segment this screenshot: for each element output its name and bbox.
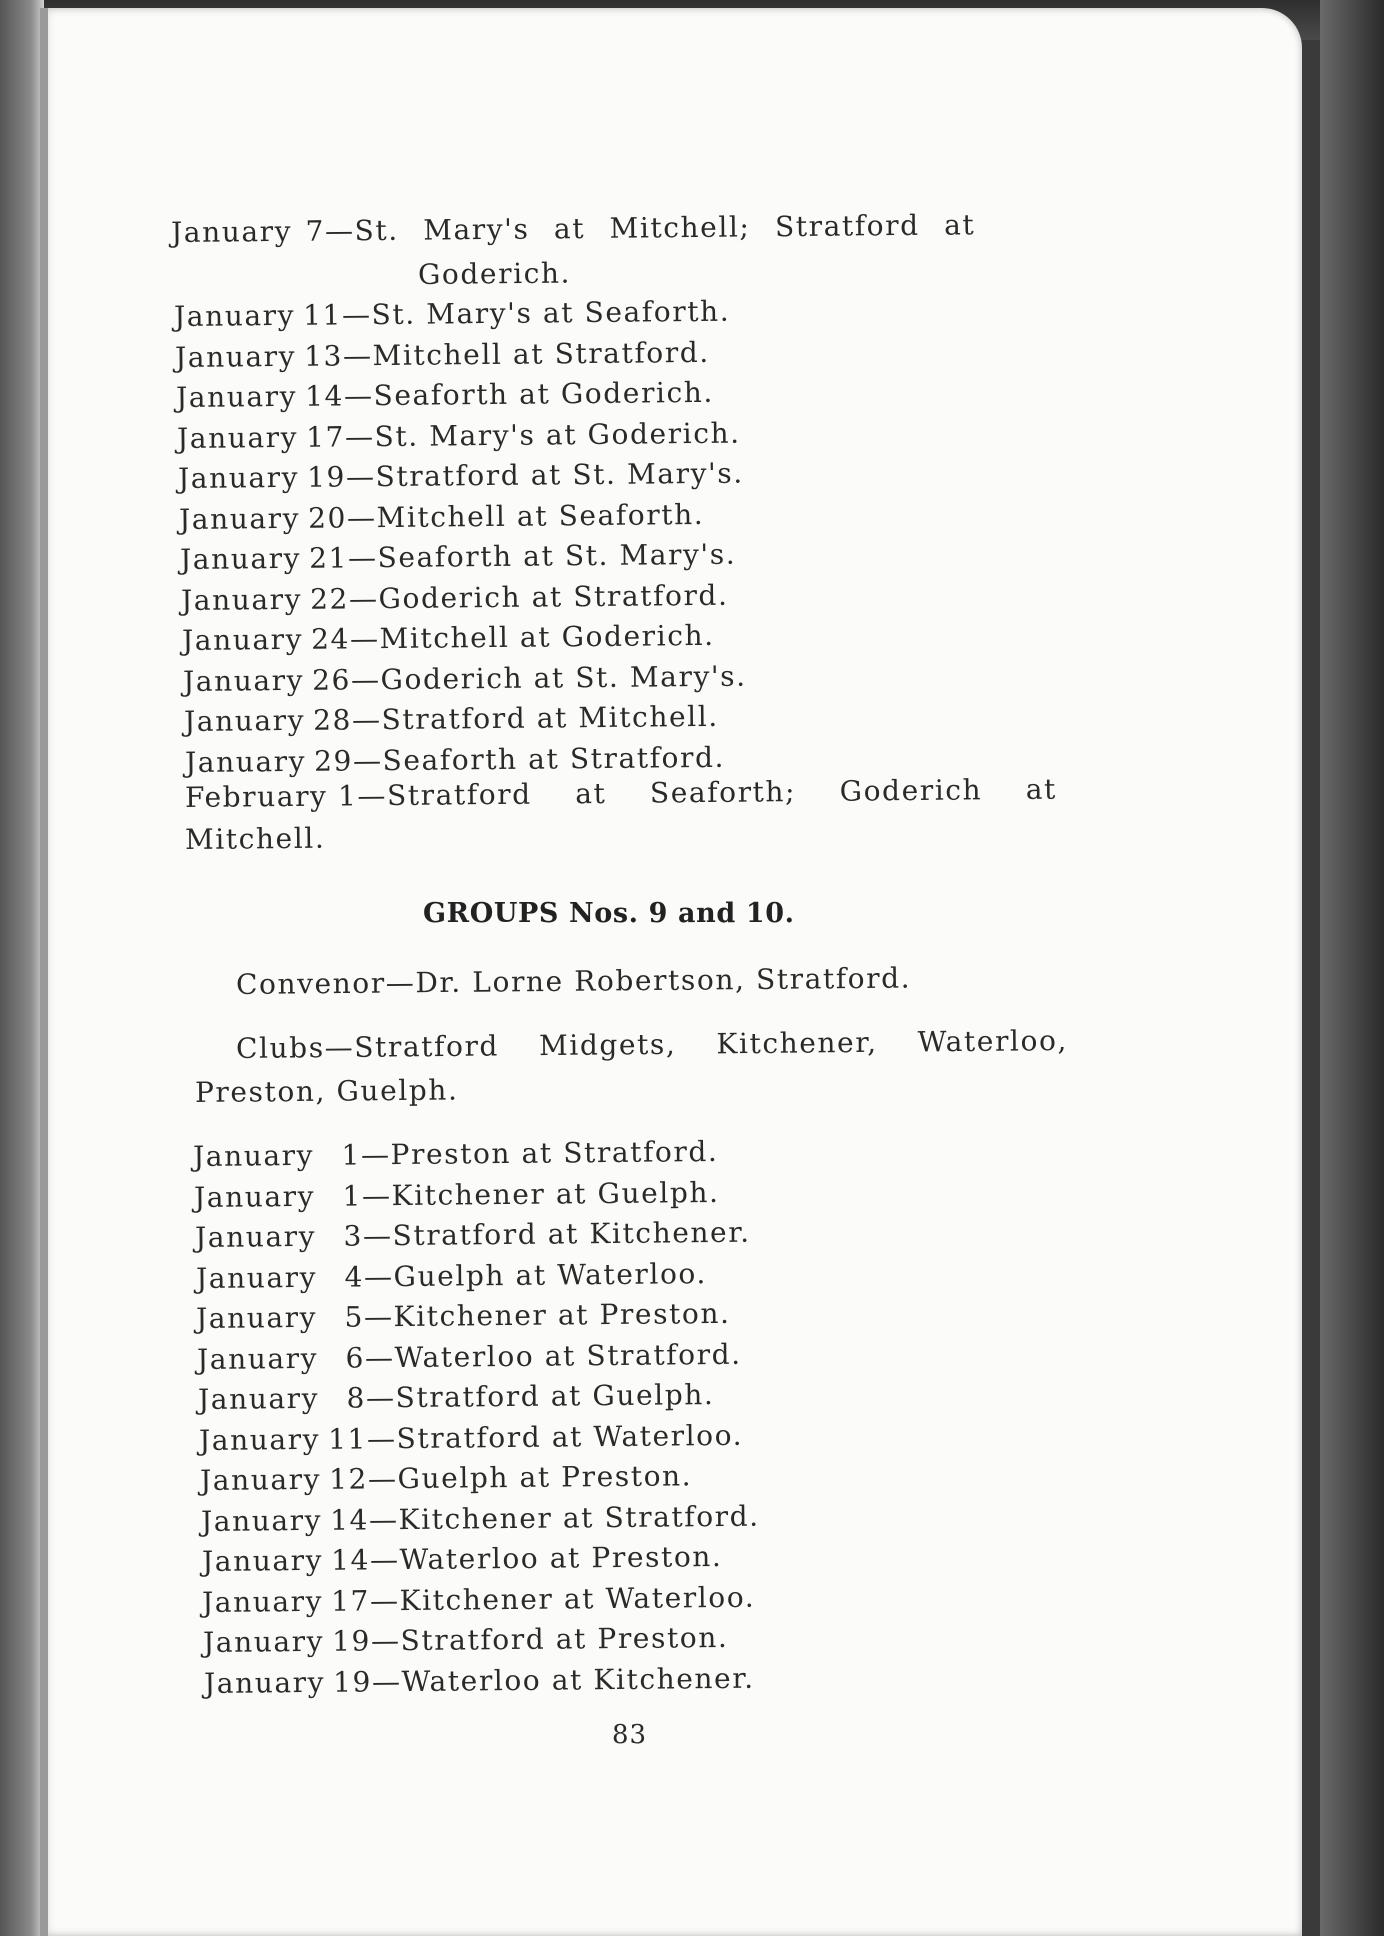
- entry-day: 11: [302, 298, 343, 332]
- entry-text: —Mitchell at Seaforth.: [346, 497, 705, 534]
- schedule-entry: [175, 335, 710, 373]
- entry-month: January: [200, 1503, 322, 1538]
- entry-text: —Waterloo at Stratford.: [365, 1337, 743, 1374]
- schedule-entry-last: [185, 773, 1057, 814]
- clubs-word: Waterloo,: [917, 1024, 1069, 1059]
- entry-month: January: [198, 1422, 321, 1457]
- entry-text: —Kitchener at Preston.: [364, 1296, 732, 1334]
- entry-day: 14: [329, 1502, 369, 1537]
- entry-day: 19: [306, 460, 347, 494]
- entry-text: —Seaforth at Stratford.: [352, 740, 726, 777]
- entry-month: January: [175, 379, 298, 414]
- schedule-entry: [200, 1499, 759, 1537]
- entry-month: January: [197, 1381, 320, 1416]
- schedule-entry: [177, 416, 741, 454]
- entry-word: Seaforth;: [649, 775, 797, 810]
- schedule-entry: [179, 497, 705, 535]
- schedule-entry-first: [171, 208, 1031, 249]
- entry-month: January: [174, 339, 297, 374]
- convenor-line: Convenor—Dr. Lorne Robertson, Stratford.: [235, 961, 912, 1001]
- entry-day: 7: [305, 214, 326, 248]
- entry-day: 26: [311, 662, 352, 697]
- entry-word: at: [575, 776, 607, 811]
- schedule-entry: [195, 1216, 751, 1254]
- entry-day: 1: [342, 1178, 362, 1213]
- schedule-entry: [199, 1418, 743, 1456]
- schedule-entry: [197, 1337, 742, 1375]
- entry-text: —St. Mary's at Seaforth.: [341, 294, 731, 332]
- entry-day: 19: [332, 1624, 372, 1658]
- schedule-entry: [181, 578, 729, 616]
- entry-text: —Preston at Stratford.: [360, 1134, 719, 1172]
- schedule-entry: [201, 1540, 722, 1578]
- entry-day: 1: [341, 1138, 362, 1172]
- schedule-entry: [178, 457, 744, 495]
- entry-text: —Stratford at Preston.: [371, 1620, 729, 1658]
- schedule-entry: [185, 740, 725, 778]
- entry-day: 8: [346, 1381, 367, 1415]
- schedule-entry: [183, 659, 747, 697]
- entry-text: —Seaforth at St. Mary's.: [347, 537, 737, 575]
- schedule-entry: [195, 1257, 706, 1295]
- entry-day: 6: [345, 1340, 366, 1375]
- entry-text: —Mitchell at Stratford.: [342, 335, 710, 372]
- entry-month: January: [181, 622, 304, 657]
- schedule-entry: [203, 1621, 729, 1659]
- entry-word: February 1—Stratford: [184, 777, 532, 814]
- entry-text: —Stratford at Waterloo.: [366, 1418, 744, 1455]
- schedule-entry: [196, 1297, 731, 1335]
- entry-month: January: [180, 582, 303, 617]
- entry-month: January: [203, 1665, 326, 1700]
- entry-month: January: [199, 1462, 322, 1497]
- schedule-entry: [184, 700, 719, 738]
- schedule-entry: [198, 1378, 715, 1416]
- entry-month: January: [182, 663, 305, 698]
- entry-text: —Kitchener at Waterloo.: [370, 1580, 756, 1617]
- entry-day: 21: [308, 541, 349, 575]
- entry-text: —Stratford at Kitchener.: [362, 1215, 751, 1253]
- entry-month: January: [176, 420, 299, 455]
- schedule-entry: [200, 1459, 693, 1497]
- schedule-entry: [202, 1580, 756, 1618]
- book-page: [40, 8, 1302, 1936]
- entry-text: —Goderich at St. Mary's.: [350, 659, 747, 696]
- entry-word: Goderich: [839, 773, 983, 808]
- entry-day: 20: [307, 500, 348, 535]
- clubs-word: Clubs—Stratford: [235, 1029, 500, 1065]
- entry-text: —Stratford at Guelph.: [365, 1378, 715, 1415]
- entry-month: January: [177, 460, 300, 495]
- schedule-entry: [193, 1135, 719, 1173]
- entry-day: 17: [331, 1583, 371, 1618]
- clubs-word: Midgets,: [538, 1027, 677, 1063]
- entry-day: 28: [312, 703, 353, 737]
- entry-text: —St. Mary's at Goderich.: [344, 416, 741, 453]
- entry-month: January: [203, 1624, 325, 1659]
- entry-day: 24: [310, 622, 351, 656]
- clubs-word: Kitchener,: [716, 1025, 878, 1061]
- entry-day: 4: [343, 1259, 364, 1294]
- entry-month: January: [184, 744, 307, 779]
- entry-day: 12: [328, 1462, 368, 1496]
- scan-background-right: [1320, 0, 1384, 1936]
- entry-month: January: [183, 703, 306, 738]
- entry-day: 3: [343, 1219, 363, 1253]
- entry-day: 14: [330, 1543, 370, 1577]
- clubs-line: [236, 1024, 1068, 1065]
- entry-text: —Kitchener at Stratford.: [368, 1499, 760, 1536]
- entry-text: —Waterloo at Kitchener.: [371, 1661, 755, 1698]
- entry-text: —Goderich at Stratford.: [348, 578, 729, 615]
- entry-text: —Seaforth at Goderich.: [343, 375, 715, 413]
- entry-text: —Kitchener at Guelph.: [361, 1175, 720, 1212]
- entry-month: January: [173, 298, 296, 333]
- entry-day: 13: [303, 338, 344, 373]
- entry-day: 22: [309, 581, 350, 616]
- entry-day: 29: [313, 743, 354, 778]
- entry-word: at: [1025, 772, 1058, 806]
- scan-background-left: [0, 0, 44, 1936]
- entry-month: January: [170, 214, 293, 249]
- entry-text: —Stratford at Mitchell.: [351, 699, 719, 737]
- entry-day: 11: [327, 1421, 368, 1456]
- entry-day: 5: [344, 1300, 365, 1334]
- schedule-entry: [182, 619, 715, 657]
- entry-month: January: [193, 1179, 316, 1214]
- entry-day: 19: [333, 1664, 373, 1699]
- entry-text: —Stratford at St. Mary's.: [345, 456, 744, 494]
- entry-month: January: [201, 1543, 323, 1578]
- entry-month: January: [195, 1260, 317, 1295]
- entry-day: 17: [305, 419, 346, 454]
- page-spine-shadow: [40, 8, 48, 1936]
- entry-month: January: [196, 1300, 318, 1335]
- entry-text: —Guelph at Waterloo.: [363, 1256, 707, 1293]
- entry-text: —Guelph at Preston.: [367, 1459, 693, 1496]
- entry-day: 14: [304, 379, 345, 413]
- entry-text: —St. Mary's at Mitchell; Stratford at: [324, 208, 976, 248]
- entry-text: —Mitchell at Goderich.: [349, 618, 715, 656]
- page-number: 83: [612, 1720, 648, 1750]
- entry-month: January: [192, 1138, 315, 1173]
- entry-month: January: [202, 1584, 324, 1619]
- schedule-entry-continuation: Goderich.: [417, 256, 572, 291]
- schedule-entry: [204, 1661, 755, 1699]
- schedule-entry: [180, 538, 737, 576]
- entry-month: January: [194, 1219, 316, 1254]
- schedule-entry-last-continuation: Mitchell.: [184, 821, 326, 856]
- schedule-entry: [176, 376, 714, 414]
- section-heading: GROUPS Nos. 9 and 10.: [423, 898, 795, 929]
- entry-month: January: [179, 541, 302, 576]
- clubs-continuation: Preston, Guelph.: [194, 1073, 459, 1109]
- entry-month: January: [178, 501, 301, 536]
- entry-month: January: [197, 1341, 319, 1376]
- schedule-entry: [194, 1175, 720, 1213]
- entry-text: —Waterloo at Preston.: [369, 1540, 723, 1577]
- schedule-entry: [174, 295, 731, 333]
